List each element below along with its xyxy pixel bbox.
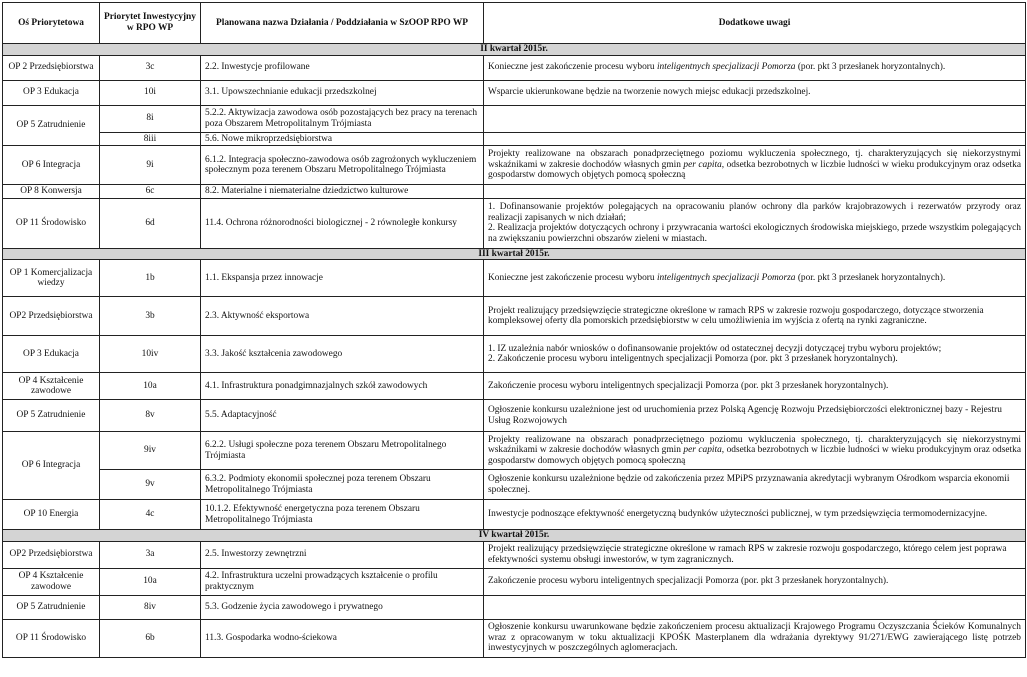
priority-cell: 8i — [100, 105, 201, 132]
table-row — [3, 198, 1026, 248]
action-cell: 5.2.2. Aktywizacja zawodowa osób pozostających bez pracy na terenach poza Obszarem Metropolitalnym Trójmiasta — [201, 105, 484, 132]
action-cell: 2.3. Aktywność eksportowa — [201, 297, 484, 336]
table-row — [3, 132, 1026, 146]
table-row — [3, 297, 1026, 336]
header-row — [3, 3, 1026, 44]
action-cell: 6.2.2. Usługi społeczne poza terenem Obszaru Metropolitalnego Trójmiasta — [201, 432, 484, 470]
action-cell: 11.4. Ochrona różnorodności biologicznej - 2 równoległe konkursy — [201, 198, 484, 248]
priority-cell: 10a — [100, 568, 201, 595]
axis-cell: OP 3 Edukacja — [3, 80, 100, 105]
action-cell: 5.5. Adaptacyjność — [201, 400, 484, 432]
header-notes: Dodatkowe uwagi — [484, 3, 1026, 44]
priority-cell: 10iv — [100, 336, 201, 373]
axis-cell: OP 5 Zatrudnienie — [3, 105, 100, 146]
action-cell: 2.5. Inwestorzy zewnętrzni — [201, 541, 484, 568]
header-axis: Oś Priorytetowa — [3, 3, 100, 44]
action-cell: 2.2. Inwestycje profilowane — [201, 55, 484, 80]
priority-cell: 10i — [100, 80, 201, 105]
priority-cell: 6c — [100, 185, 201, 199]
note-cell — [484, 105, 1026, 132]
axis-cell: OP 1 Komercjalizacja wiedzy — [3, 260, 100, 297]
axis-cell: OP 4 Kształcenie zawodowe — [3, 373, 100, 400]
table-row — [3, 105, 1026, 132]
table-row — [3, 336, 1026, 373]
quarter-title: IV kwartał 2015r. — [3, 530, 1026, 542]
note-cell: Projekt realizujący przedsięwzięcie strategiczne określone w ramach RPS w zakresie rozwoju gospodarczego, którego celem jest poprawa efektywności systemu obsługi inwestorów, w tym zagranicznych. — [484, 541, 1026, 568]
axis-cell: OP2 Przedsiębiorstwa — [3, 541, 100, 568]
quarter-header — [3, 248, 1026, 260]
axis-cell: OP 6 Integracja — [3, 432, 100, 500]
action-cell: 5.3. Godzenie życia zawodowego i prywatnego — [201, 595, 484, 619]
table-row — [3, 568, 1026, 595]
note-cell: Projekt realizujący przedsięwzięcie strategiczne określone w ramach RPS w zakresie rozwoju gospodarczego, dotyczące stworzenia kompleksowej oferty dla pomorskich przedsiębiorstw w celu umożliwienia im wyjścia z ofertą na rynki zagraniczne. — [484, 297, 1026, 336]
axis-cell: OP 5 Zatrudnienie — [3, 400, 100, 432]
priority-cell: 9v — [100, 470, 201, 500]
axis-cell: OP 10 Energia — [3, 500, 100, 530]
action-cell: 4.1. Infrastruktura ponadgimnazjalnych szkół zawodowych — [201, 373, 484, 400]
action-cell: 6.3.2. Podmioty ekonomii społecznej poza terenem Obszaru Metropolitalnego Trójmiasta — [201, 470, 484, 500]
note-cell: Wsparcie ukierunkowane będzie na tworzenie nowych miejsc edukacji przedszkolnej. — [484, 80, 1026, 105]
table-row — [3, 373, 1026, 400]
action-cell: 1.1. Ekspansja przez innowacje — [201, 260, 484, 297]
axis-cell: OP 11 Środowisko — [3, 619, 100, 657]
action-cell: 3.1. Upowszechnianie edukacji przedszkolnej — [201, 80, 484, 105]
table-row — [3, 146, 1026, 185]
axis-cell: OP 8 Konwersja — [3, 185, 100, 199]
table-row — [3, 400, 1026, 432]
note-cell: Ogłoszenie konkursu uwarunkowane będzie zakończeniem procesu aktualizacji Krajowego Programu Oczyszczania Ścieków Komunalnych wraz z opracowanym w toku aktualizacji KPOŚK Masterplanem dla wdrażania dyrektywy 91/271/EWG zawierającego listę potrzeb inwestycyjnych w poszczególnych aglomeracjach. — [484, 619, 1026, 657]
table-row — [3, 619, 1026, 657]
table-row — [3, 260, 1026, 297]
note-cell — [484, 185, 1026, 199]
priority-cell: 3b — [100, 297, 201, 336]
axis-cell: OP 2 Przedsiębiorstwa — [3, 55, 100, 80]
quarter-title: III kwartał 2015r. — [3, 248, 1026, 260]
axis-cell: OP 5 Zatrudnienie — [3, 595, 100, 619]
note-cell: 1. IZ uzależnia nabór wniosków o dofinansowanie projektów od ostatecznej decyzji dotyczącej trybu wyboru projektów; 2. Zakończenie procesu wyboru inteligentnych specjalizacji Pomorza (por. pkt 3 przesłanek horyzontalnych). — [484, 336, 1026, 373]
priority-cell: 9iv — [100, 432, 201, 470]
schedule-table — [2, 2, 1026, 658]
quarter-header — [3, 44, 1026, 56]
table-row — [3, 541, 1026, 568]
priority-cell: 9i — [100, 146, 201, 185]
priority-cell: 6d — [100, 198, 201, 248]
note-cell: Konieczne jest zakończenie procesu wyboru inteligentnych specjalizacji Pomorza (por. pkt 3 przesłanek horyzontalnych). — [484, 55, 1026, 80]
priority-cell: 8iii — [100, 132, 201, 146]
table-row — [3, 595, 1026, 619]
table-row — [3, 470, 1026, 500]
note-cell: Projekty realizowane na obszarach ponadprzeciętnego poziomu wykluczenia społecznego, tj. charakteryzujących się niekorzystnymi wskaźnikami w zakresie dochodów własnych gmin per capita, odsetka bezrobotnych w liczbie ludności w wieku produkcyjnym oraz odsetka gospodarstw domowych objętych pomocą społeczną — [484, 146, 1026, 185]
note-cell: 1. Dofinansowanie projektów polegających na opracowaniu planów ochrony dla parków krajobrazowych i rezerwatów przyrody oraz realizacji zapisanych w nich działań; 2. Realizacja projektów dotyczących ochrony i przywracania wartości ekologicznych środowiska miejskiego, przede wszystkim polegających na zwiększaniu powierzchni obszarów zieleni w miastach. — [484, 198, 1026, 248]
quarter-title: II kwartał 2015r. — [3, 44, 1026, 56]
priority-cell: 8v — [100, 400, 201, 432]
priority-cell: 10a — [100, 373, 201, 400]
note-cell: Konieczne jest zakończenie procesu wyboru inteligentnych specjalizacji Pomorza (por. pkt 3 przesłanek horyzontalnych). — [484, 260, 1026, 297]
priority-cell: 4c — [100, 500, 201, 530]
priority-cell: 3c — [100, 55, 201, 80]
priority-cell: 3a — [100, 541, 201, 568]
axis-cell: OP 6 Integracja — [3, 146, 100, 185]
priority-cell: 8iv — [100, 595, 201, 619]
note-cell — [484, 595, 1026, 619]
action-cell: 10.1.2. Efektywność energetyczna poza terenem Obszaru Metropolitalnego Trójmiasta — [201, 500, 484, 530]
priority-cell: 1b — [100, 260, 201, 297]
note-cell: Zakończenie procesu wyboru inteligentnych specjalizacji Pomorza (por. pkt 3 przesłanek horyzontalnych). — [484, 568, 1026, 595]
axis-cell: OP 11 Środowisko — [3, 198, 100, 248]
action-cell: 5.6. Nowe mikroprzedsiębiorstwa — [201, 132, 484, 146]
note-cell: Zakończenie procesu wyboru inteligentnych specjalizacji Pomorza (por. pkt 3 przesłanek horyzontalnych). — [484, 373, 1026, 400]
table-row — [3, 432, 1026, 470]
header-priority: Priorytet Inwestycyjny w RPO WP — [100, 3, 201, 44]
header-action: Planowana nazwa Działania / Poddziałania w SzOOP RPO WP — [201, 3, 484, 44]
action-cell: 8.2. Materialne i niematerialne dziedzictwo kulturowe — [201, 185, 484, 199]
note-cell: Ogłoszenie konkursu uzależnione będzie od zakończenia przez MPiPS przyznawania akredytacji wybranym Ośrodkom wsparcia ekonomii społecznej. — [484, 470, 1026, 500]
axis-cell: OP 3 Edukacja — [3, 336, 100, 373]
action-cell: 3.3. Jakość kształcenia zawodowego — [201, 336, 484, 373]
action-cell: 6.1.2. Integracja społeczno-zawodowa osób zagrożonych wykluczeniem społecznym poza terenem Obszaru Metropolitalnego Trójmiasta — [201, 146, 484, 185]
table-row — [3, 80, 1026, 105]
table-row — [3, 500, 1026, 530]
axis-cell: OP 4 Kształcenie zawodowe — [3, 568, 100, 595]
action-cell: 4.2. Infrastruktura uczelni prowadzących kształcenie o profilu praktycznym — [201, 568, 484, 595]
note-cell: Projekty realizowane na obszarach ponadprzeciętnego poziomu wykluczenia społecznego, tj. charakteryzujących się niekorzystnymi wskaźnikami w zakresie dochodów własnych gmin per capita, odsetka bezrobotnych w liczbie ludności w wieku produkcyjnym oraz odsetka gospodarstw domowych objętych pomocą społeczną — [484, 432, 1026, 470]
quarter-header — [3, 530, 1026, 542]
note-cell: Inwestycje podnoszące efektywność energetyczną budynków użyteczności publicznej, w tym przedsięwzięcia termomodernizacyjne. — [484, 500, 1026, 530]
table-row — [3, 55, 1026, 80]
priority-cell: 6b — [100, 619, 201, 657]
action-cell: 11.3. Gospodarka wodno-ściekowa — [201, 619, 484, 657]
table-row — [3, 185, 1026, 199]
note-cell: Ogłoszenie konkursu uzależnione jest od uruchomienia przez Polską Agencję Rozwoju Przedsiębiorczości elektronicznej bazy - Rejestru Usług Rozwojowych — [484, 400, 1026, 432]
note-cell — [484, 132, 1026, 146]
axis-cell: OP2 Przedsiębiorstwa — [3, 297, 100, 336]
